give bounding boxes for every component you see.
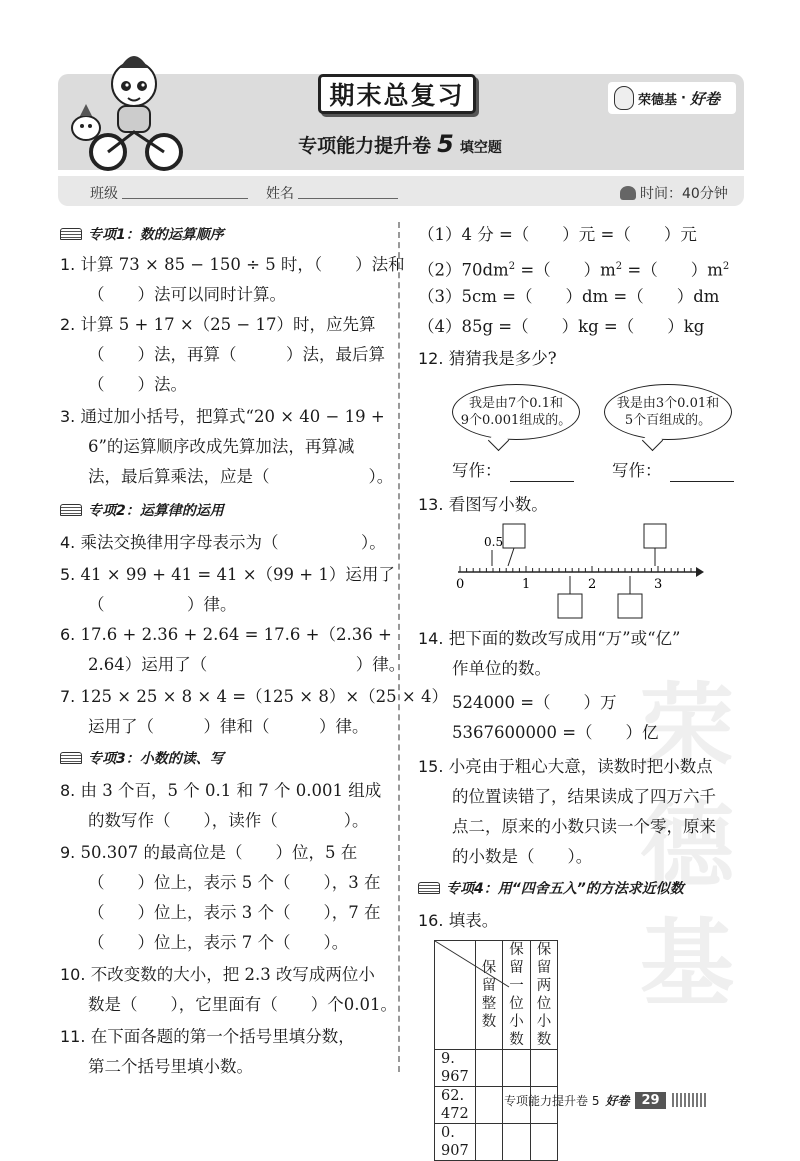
page-footer: [504, 1090, 706, 1110]
table-row-label: 9. 967: [435, 1050, 476, 1087]
number-line-label: 2: [588, 577, 597, 592]
footer-brand: 好卷: [605, 1093, 630, 1108]
table-answer-cell[interactable]: [475, 1050, 503, 1087]
answer-write-2: 写作：: [612, 460, 734, 482]
clock-icon: [620, 186, 636, 200]
table-header-cell: 保留两 位小数: [530, 941, 558, 1050]
subtitle-prefix: 专项能力提升卷: [298, 135, 432, 157]
unit-conversion-4: （4）85g =（ ）kg =（ ）kg: [418, 317, 705, 336]
page-number: 29: [635, 1092, 665, 1109]
section-heading-3: 专项3：小数的读、写: [60, 748, 224, 770]
question-11: 11. 在下面各题的第一个括号里填分数，: [60, 1027, 355, 1046]
number-line-label: 1: [522, 577, 531, 592]
question-14-line-3: 524000 =（ ）万: [452, 693, 617, 712]
question-2: 2. 计算 5 + 17 ×（25 − 17）时，应先算: [60, 315, 376, 334]
unit-conversion-3: （3）5cm =（ ）dm =（ ）dm: [418, 287, 720, 306]
answer-box-top-2[interactable]: [644, 524, 666, 548]
table-answer-cell[interactable]: [475, 1087, 503, 1124]
class-field[interactable]: [122, 185, 248, 199]
table-answer-cell[interactable]: [530, 1050, 558, 1087]
question-8-line-2: 的数写作（ ），读作（ ）。: [88, 811, 369, 830]
table-answer-cell[interactable]: [530, 1124, 558, 1161]
table-row-label: 62. 472: [435, 1087, 476, 1124]
question-14: 14. 把下面的数改写成用“万”或“亿”: [418, 629, 681, 648]
question-1: 1. 计算 73 × 85 − 150 ÷ 5 时，（ ）法和: [60, 255, 405, 274]
footer-label: 专项能力提升卷 5: [504, 1093, 600, 1108]
unit-conversion-2: $(2)70dm^2$ =（ ）$m^2$ =（ ）$m^2$: [418, 260, 730, 280]
answer-arrow-top-1: [508, 548, 514, 566]
question-13: 13. 看图写小数。: [418, 495, 548, 514]
question-7: 7. 125 × 25 × 8 × 4 =（125 × 8）×（25 × 4）: [60, 687, 448, 706]
footer-bars-decoration: [672, 1093, 706, 1107]
subtitle-number: 5: [437, 130, 454, 158]
number-line-label: 0: [456, 577, 465, 592]
page-title: 期末总复习: [318, 74, 476, 114]
question-14-line-4: 5367600000 =（ ）亿: [452, 723, 659, 742]
watermark: 荣德基: [639, 674, 734, 1019]
answer-blank[interactable]: [510, 464, 574, 482]
brand-sub: 好卷: [689, 89, 720, 108]
book-icon: [60, 752, 82, 764]
answer-box-top-1[interactable]: [503, 524, 525, 548]
question-3: 3. 通过加小括号，把算式“20 × 40 − 19 +: [60, 407, 385, 426]
question-15-line-3: 点二，原来的小数只读一个零，原来: [452, 817, 716, 836]
table-row-label: 0. 907: [435, 1124, 476, 1161]
question-2-line-3: （ ）法。: [88, 375, 187, 394]
number-line-arrowhead: [696, 567, 704, 577]
table-answer-cell[interactable]: [475, 1124, 503, 1161]
brand-name: 荣德基: [638, 92, 678, 108]
question-5-line-2: （ ）律。: [88, 595, 237, 614]
book-icon: [60, 228, 82, 240]
question-15-line-4: 的小数是（ ）。: [452, 847, 593, 866]
speech-bubble-1: 我是由7个0.1和 9个0.001组成的。: [452, 384, 580, 440]
section-heading-1: 专项1：数的运算顺序: [60, 224, 224, 246]
table-header-cell: 保留 整数: [475, 941, 503, 1050]
table-header-row: [435, 941, 558, 1050]
book-icon: [60, 504, 82, 516]
name-label: 姓名: [266, 186, 294, 202]
question-10-line-2: 数是（ ），它里面有（ ）个0.01。: [88, 995, 397, 1014]
student-info-row: [58, 176, 744, 206]
question-3-line-2: 6”的运算顺序改成先算加法，再算减: [88, 437, 355, 456]
question-2-line-2: （ ）法，再算（ ）法，最后算: [88, 345, 385, 364]
name-field[interactable]: [298, 185, 398, 199]
question-14-line-2: 作单位的数。: [452, 659, 551, 678]
question-3-line-3: 法，最后算乘法，应是（ ）。: [88, 467, 394, 486]
question-1-line-2: （ ）法可以同时计算。: [88, 285, 286, 304]
answer-box-bottom-2[interactable]: [618, 594, 642, 618]
time-label: 时间：40分钟: [640, 186, 728, 202]
table-answer-cell[interactable]: [503, 1124, 531, 1161]
rounding-table: [434, 940, 558, 1161]
question-12: 12. 猜猜我是多少?: [418, 349, 557, 368]
page-subtitle: [0, 130, 800, 158]
question-15: 15. 小亮由于粗心大意，读数时把小数点: [418, 757, 713, 776]
answer-box-bottom-1[interactable]: [558, 594, 582, 618]
class-label: 班级: [90, 186, 118, 202]
question-11-line-2: 第二个括号里填小数。: [88, 1057, 253, 1076]
question-7-line-2: 运用了（ ）律和（ ）律。: [88, 717, 369, 736]
question-6-line-2: 2.64）运用了（ ）律。: [88, 655, 406, 674]
section-heading-2: 专项2：运算律的运用: [60, 500, 224, 522]
question-15-line-2: 的位置读错了，结果读成了四万六千: [452, 787, 716, 806]
speech-bubble-2: 我是由3个0.01和 5个百组成的。: [604, 384, 732, 440]
table-header-cell: 保留一 位小数: [503, 941, 531, 1050]
brand-face-icon: [614, 86, 634, 110]
section-heading-4: 专项4：用“四舍五入”的方法求近似数: [418, 878, 684, 900]
brand-logo: 荣德基 · 好卷: [608, 82, 736, 114]
table-row: [435, 1124, 558, 1161]
book-icon: [418, 882, 440, 894]
table-corner-cell: [435, 941, 476, 1050]
question-8: 8. 由 3 个百，5 个 0.1 和 7 个 0.001 组成: [60, 781, 382, 800]
answer-write-1: 写作：: [452, 460, 574, 482]
table-row: [435, 1050, 558, 1087]
question-4: 4. 乘法交换律用字母表示为（ ）。: [60, 533, 386, 552]
column-divider: [398, 222, 400, 1072]
unit-conversion-1: （1）4 分 =（ ）元 =（ ）元: [418, 225, 697, 244]
number-line-label: 3: [654, 577, 663, 592]
question-9: 9. 50.307 的最高位是（ ）位，5 在: [60, 843, 358, 862]
question-9-line-4: （ ）位上，表示 7 个（ ）。: [88, 933, 349, 952]
number-line-marked-label: 0.5: [484, 535, 504, 549]
question-6: 6. 17.6 + 2.36 + 2.64 = 17.6 +（2.36 +: [60, 625, 392, 644]
question-10: 10. 不改变数的大小，把 2.3 改写成两位小: [60, 965, 375, 984]
number-line: [448, 522, 710, 622]
question-5: 5. 41 × 99 + 41 = 41 ×（99 + 1）运用了: [60, 565, 395, 584]
answer-blank[interactable]: [670, 464, 734, 482]
question-9-line-3: （ ）位上，表示 3 个（ ），7 在: [88, 903, 381, 922]
table-answer-cell[interactable]: [503, 1050, 531, 1087]
question-9-line-2: （ ）位上，表示 5 个（ ），3 在: [88, 873, 381, 892]
subtitle-kind: 填空题: [459, 140, 502, 156]
question-16: 16. 填表。: [418, 911, 499, 930]
